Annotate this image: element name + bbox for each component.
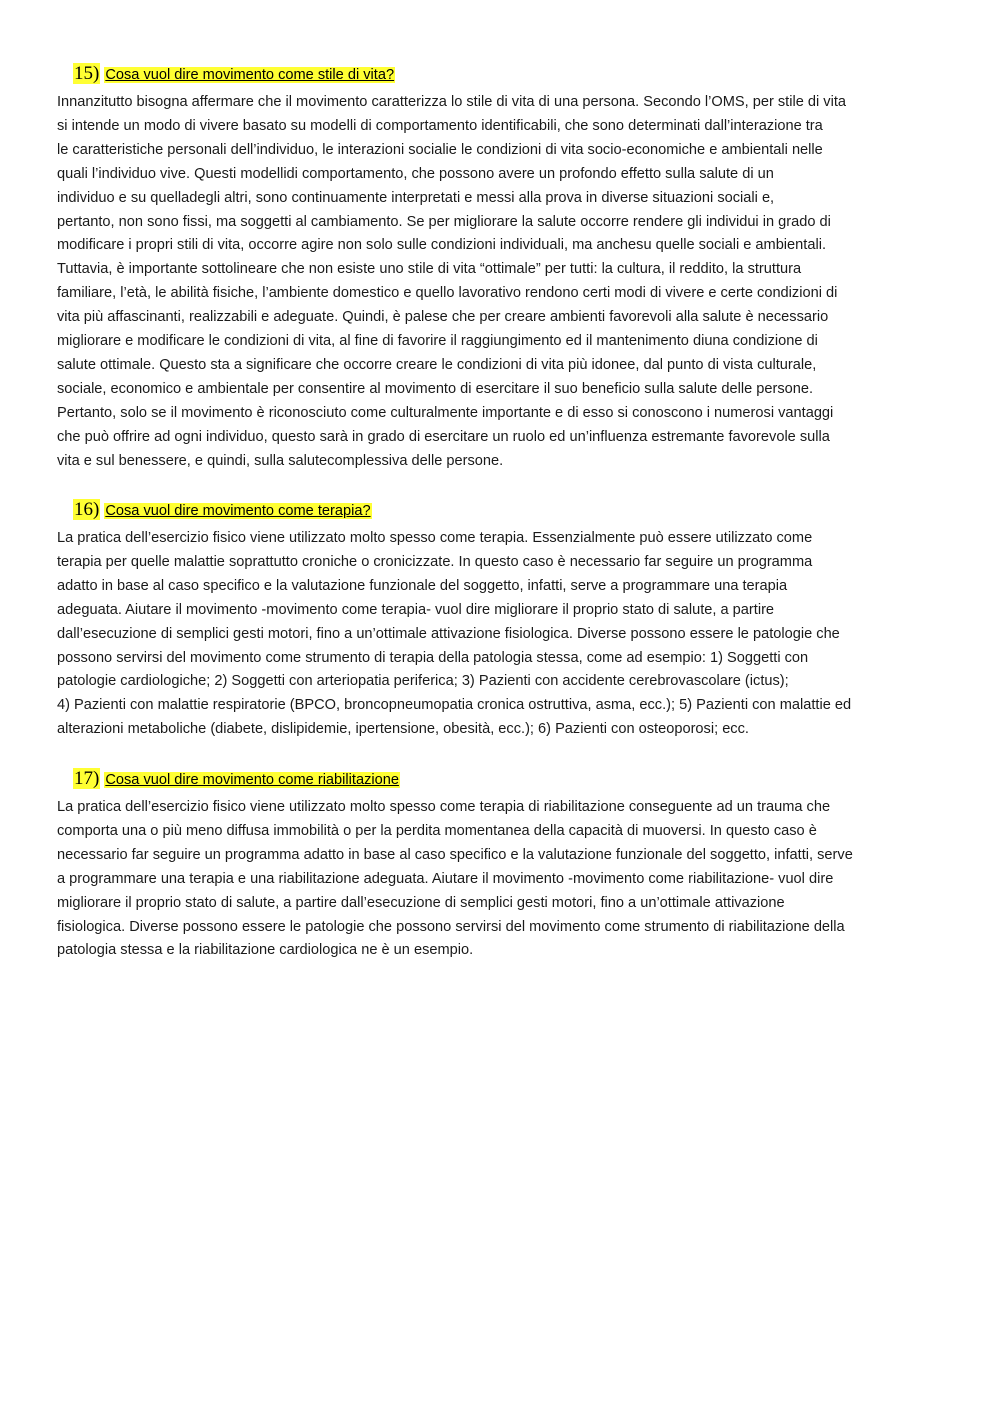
question-heading [73, 766, 903, 792]
paragraph-line: che può offrire ad ogni individuo, questo sarà in grado di esercitare un ruolo ed un’influenza estremante favorevole sulla [57, 428, 830, 445]
paragraph-line: adatto in base al caso specifico e la valutazione funzionale del soggetto, infatti, serve a programmare una terapia [57, 577, 788, 594]
paragraph-line: migliorare il proprio stato di salute, a partire dall’esecuzione di semplici gesti motori, fino a un’ottimale attivazione [57, 894, 785, 911]
paragraph-line: adeguata. Aiutare il movimento -movimento come terapia- vuol dire migliorare il proprio stato di salute, a partire [57, 601, 775, 618]
paragraph-line: individuo e su quelladegli altri, sono continuamente interpretati e messi alla prova in diverse situazioni sociali e, [57, 189, 775, 206]
paragraph-line: le caratteristiche personali dell’individuo, le interazioni socialie le condizioni di vita socio-economiche e ambientali nelle [57, 141, 823, 158]
question-title: Cosa vuol dire movimento come stile di vita? [105, 67, 395, 83]
paragraph-line: 4) Pazienti con malattie respiratorie (BPCO, broncopneumopatia cronica ostruttiva, asma, ecc.); 5) Pazienti con malattie ed [57, 697, 852, 714]
paragraph-line: Tuttavia, è importante sottolineare che non esiste uno stile di vita “ottimale” per tutti: la cultura, il reddito, la struttura [57, 261, 802, 278]
question-number: 17) [74, 768, 100, 789]
paragraph-line: si intende un modo di vivere basato su modelli di comportamento identificabili, che sono determinati dall’interazione tra [57, 117, 823, 134]
answer-paragraph [57, 796, 903, 963]
paragraph-line: patologie cardiologiche; 2) Soggetti con arteriopatia periferica; 3) Pazienti con accidente cerebrovascolare (ictus); [57, 673, 789, 690]
paragraph-line: modificare i propri stili di vita, occorre agire non solo sulle condizioni individuali, ma anchesu quelle sociali e ambientali. [57, 237, 826, 254]
paragraph-line: quali l’individuo vive. Questi modellidi comportamento, che possono avere un profondo effetto sulla salute di un [57, 165, 774, 182]
question-number: 15) [74, 63, 100, 84]
question-heading [73, 497, 903, 523]
paragraph-line: comporta una o più meno diffusa immobilità o per la perdita momentanea della capacità di muoversi. In questo caso è [57, 822, 817, 839]
paragraph-line: La pratica dell’esercizio fisico viene utilizzato molto spesso come terapia. Essenzialmente può essere utilizzato come [57, 530, 813, 546]
paragraph-line: vita più affascinanti, realizzabili e adeguate. Quindi, è palese che per creare ambienti favorevoli alla salute è necessario [57, 309, 829, 326]
paragraph-line: possono servirsi del movimento come strumento di terapia della patologia stessa, come ad esempio: 1) Soggetti con [57, 649, 809, 666]
paragraph-line: familiare, l’età, le abilità fisiche, l’ambiente domestico e quello lavorativo rendono certi modi di vivere e certe condizioni di [57, 285, 838, 302]
section-17 [57, 766, 903, 963]
paragraph-line: necessario far seguire un programma adatto in base al caso specifico e la valutazione funzionale del soggetto, infatti, serve [57, 846, 853, 863]
question-heading [73, 61, 903, 87]
paragraph-line: a programmare una terapia e una riabilitazione adeguata. Aiutare il movimento -movimento come riabilitazione- vuol dire [57, 870, 834, 887]
paragraph-line: patologia stessa e la riabilitazione cardiologica ne è un esempio. [57, 942, 474, 959]
section-16 [57, 497, 903, 742]
paragraph-line: terapia per quelle malattie soprattutto croniche o cronicizzate. In questo caso è necessario far seguire un programma [57, 553, 813, 570]
paragraph-line: fisiologica. Diverse possono essere le patologie che possono servirsi del movimento come strumento di riabilitazione della [57, 918, 845, 935]
question-title: Cosa vuol dire movimento come terapia? [105, 503, 371, 519]
paragraph-line: sociale, economico e ambientale per consentire al movimento di esercitare il suo beneficio sulla salute delle persone. [57, 380, 814, 397]
question-title: Cosa vuol dire movimento come riabilitazione [105, 772, 399, 788]
answer-paragraph [57, 91, 903, 474]
paragraph-line: Innanzitutto bisogna affermare che il movimento caratterizza lo stile di vita di una persona. Secondo l’OMS, per stile di vita [57, 94, 847, 110]
paragraph-line: dall’esecuzione di semplici gesti motori, fino a un’ottimale attivazione fisiologica. Diverse possono essere le patologie che [57, 625, 840, 642]
section-15 [57, 61, 903, 474]
question-number: 16) [74, 499, 100, 520]
paragraph-line: Pertanto, solo se il movimento è riconosciuto come culturalmente importante e di esso si conoscono i numerosi vantaggi [57, 404, 834, 421]
paragraph-line: La pratica dell’esercizio fisico viene utilizzato molto spesso come terapia di riabilitazione conseguente ad un trauma che [57, 799, 831, 815]
paragraph-line: pertanto, non sono fissi, ma soggetti al cambiamento. Se per migliorare la salute occorre rendere gli individui in grado di [57, 213, 831, 230]
paragraph-line: vita e sul benessere, e quindi, sulla salutecomplessiva delle persone. [57, 452, 504, 469]
paragraph-line: migliorare e modificare le condizioni di vita, al fine di favorire il raggiungimento ed il mantenimento diuna condizione di [57, 333, 818, 350]
answer-paragraph [57, 527, 903, 742]
paragraph-line: alterazioni metaboliche (diabete, dislipidemie, ipertensione, obesità, ecc.); 6) Pazienti con osteoporosi; ecc. [57, 721, 749, 738]
paragraph-line: salute ottimale. Questo sta a significare che occorre creare le condizioni di vita più idonee, dal punto di vista culturale, [57, 356, 817, 373]
